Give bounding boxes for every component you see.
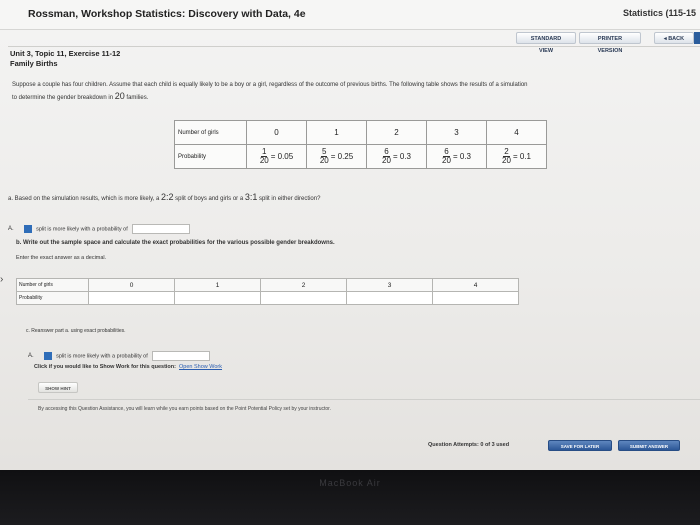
prob-input-0[interactable]	[89, 292, 175, 305]
problem-body	[8, 74, 700, 439]
attempts-count: Question Attempts: 0 of 3 used	[428, 442, 510, 448]
sim-girls-1: 1	[307, 121, 367, 145]
part-a-split-dropdown[interactable]	[24, 225, 32, 233]
part-c-letter: A.	[28, 353, 34, 360]
ans-girls-4: 4	[433, 279, 519, 292]
problem-text-line2-pre: to determine the gender breakdown in	[12, 95, 115, 101]
sim-girls-3: 3	[427, 121, 487, 145]
ans-girls-2: 2	[261, 279, 347, 292]
answer-table	[16, 278, 519, 305]
course-title: Statistics (115-15	[622, 8, 696, 18]
problem-text-line2-post: families.	[124, 95, 149, 101]
sim-prob-4: $\frac{2}{20}$ = 0.1	[487, 145, 547, 169]
sim-prob-1: $\frac{5}{20}$ = 0.25	[307, 145, 367, 169]
part-a-question: a. Based on the simulation results, which is more likely, a 2:2 split of boys and girls or a 3:1 split in either direction?	[8, 192, 321, 202]
ans-prob-header: Probability	[17, 292, 89, 305]
sim-prob-row	[175, 145, 547, 169]
prob-input-2[interactable]	[261, 292, 347, 305]
submit-answer-button[interactable]: SUBMIT ANSWER	[618, 440, 680, 451]
ans-girls-1: 1	[175, 279, 261, 292]
laptop-bezel	[0, 470, 700, 525]
families-count: 20	[114, 91, 125, 101]
header-divider	[8, 46, 700, 47]
save-for-later-button[interactable]: SAVE FOR LATER	[548, 440, 612, 451]
side-arrow-icon: ›	[0, 274, 4, 285]
standard-view-button[interactable]: STANDARD VIEW	[516, 32, 576, 44]
sim-girls-row	[175, 121, 547, 145]
ans-girls-0: 0	[89, 279, 175, 292]
sim-girls-2: 2	[367, 121, 427, 145]
sim-girls-4: 4	[487, 121, 547, 145]
page-header	[0, 0, 700, 30]
problem-text-line1: Suppose a couple has four children. Assume that each child is equally likely to be a boy or a girl, regardless of the outcome of previous births. The following table shows the results of a simulation	[12, 82, 528, 88]
ratio-3-1: 3:1	[244, 192, 258, 202]
part-c-answer	[28, 351, 210, 361]
prob-input-1[interactable]	[175, 292, 261, 305]
part-c-split-dropdown[interactable]	[44, 352, 52, 360]
sim-prob-header: Probability	[175, 145, 247, 169]
part-c-probability-input[interactable]	[152, 351, 210, 361]
exercise-title: Unit 3, Topic 11, Exercise 11-12	[10, 49, 121, 58]
assistance-note: By accessing this Question Assistance, you will learn while you earn points based on the Point Potential Policy set by your instructor.	[38, 406, 331, 412]
back-button[interactable]: ◂ BACK	[654, 32, 694, 44]
sim-girls-header: Number of girls	[175, 121, 247, 145]
book-title: Rossman, Workshop Statistics: Discovery with Data, 4e	[28, 8, 306, 20]
show-work-prompt: Click if you would like to Show Work for this question: Open Show Work	[34, 364, 223, 370]
part-c-question: c. Reanswer part a. using exact probabilities.	[26, 328, 126, 334]
printer-version-button[interactable]: PRINTER VERSION	[579, 32, 641, 44]
part-b-question: b. Write out the sample space and calculate the exact probabilities for the various possible gender breakdowns.	[16, 240, 335, 246]
ans-girls-header: Number of girls	[17, 279, 89, 292]
part-a-answer-text: split is more likely with a probability of	[36, 226, 128, 233]
sim-girls-0: 0	[247, 121, 307, 145]
next-arrow-icon[interactable]	[694, 32, 700, 44]
part-a-probability-input[interactable]	[132, 224, 190, 234]
ans-girls-row	[17, 279, 519, 292]
sim-prob-2: $\frac{6}{20}$ = 0.3	[367, 145, 427, 169]
part-c-answer-text: split is more likely with a probability of	[56, 353, 148, 360]
show-hint-button[interactable]: SHOW HINT	[38, 382, 78, 393]
ans-prob-row	[17, 292, 519, 305]
part-a-answer	[8, 224, 190, 234]
prob-input-4[interactable]	[433, 292, 519, 305]
ans-girls-3: 3	[347, 279, 433, 292]
simulation-table	[174, 120, 547, 169]
enter-exact-instruction: Enter the exact answer as a decimal.	[16, 255, 107, 261]
sim-prob-0: $\frac{1}{20}$ = 0.05	[247, 145, 307, 169]
sim-prob-3: $\frac{6}{20}$ = 0.3	[427, 145, 487, 169]
part-a-letter: A.	[8, 226, 14, 233]
open-show-work-link[interactable]: Open Show Work	[179, 364, 223, 370]
ratio-2-2: 2:2	[160, 192, 174, 202]
device-brand: MacBook Air	[319, 478, 381, 488]
assist-divider	[28, 399, 700, 400]
prob-input-3[interactable]	[347, 292, 433, 305]
topic-title: Family Births	[10, 59, 58, 68]
problem-statement	[12, 80, 700, 104]
